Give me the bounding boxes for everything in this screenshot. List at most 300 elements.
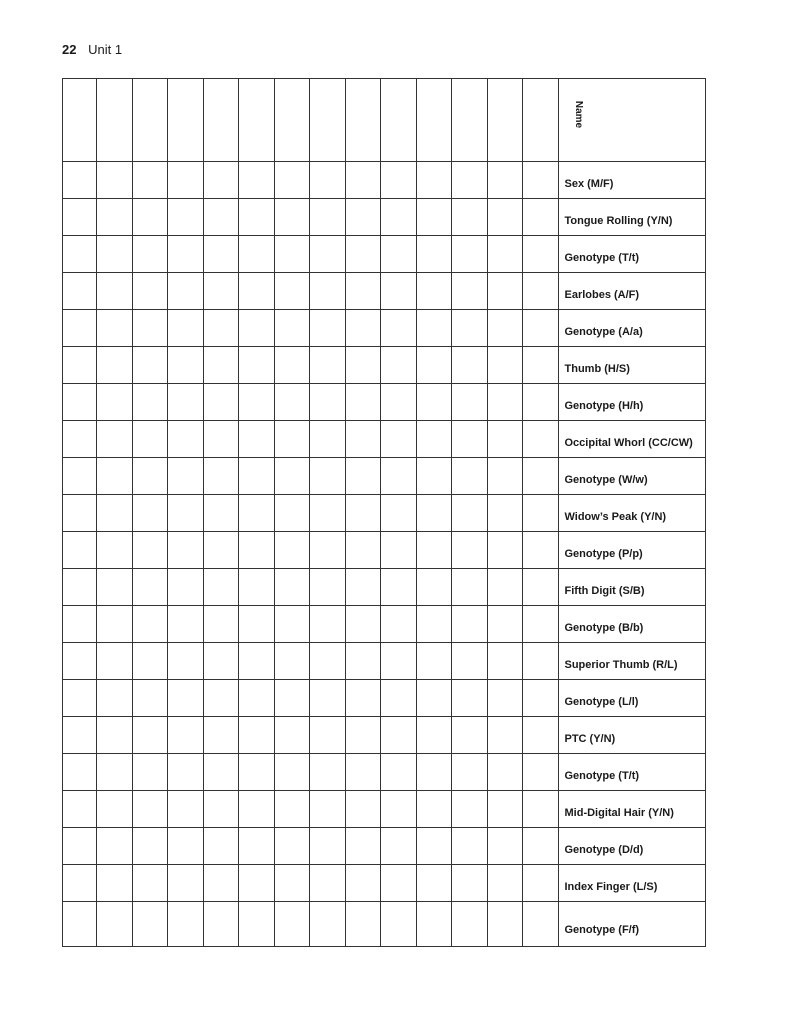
entry-cell[interactable] — [63, 791, 97, 828]
entry-cell[interactable] — [168, 347, 204, 384]
entry-cell[interactable] — [487, 828, 523, 865]
entry-cell[interactable] — [523, 421, 559, 458]
entry-cell[interactable] — [274, 569, 310, 606]
entry-cell[interactable] — [452, 569, 488, 606]
entry-cell[interactable] — [63, 310, 97, 347]
entry-cell[interactable] — [168, 606, 204, 643]
entry-cell[interactable] — [97, 606, 133, 643]
entry-cell[interactable] — [345, 495, 381, 532]
entry-cell[interactable] — [523, 310, 559, 347]
entry-cell[interactable] — [132, 532, 168, 569]
entry-cell[interactable] — [310, 310, 346, 347]
entry-cell[interactable] — [274, 310, 310, 347]
entry-cell[interactable] — [523, 754, 559, 791]
entry-cell[interactable] — [168, 532, 204, 569]
entry-cell[interactable] — [523, 680, 559, 717]
entry-cell[interactable] — [274, 458, 310, 495]
entry-cell[interactable] — [452, 236, 488, 273]
entry-cell[interactable] — [487, 199, 523, 236]
entry-cell[interactable] — [381, 421, 417, 458]
entry-cell[interactable] — [416, 791, 452, 828]
entry-cell[interactable] — [239, 347, 275, 384]
entry-cell[interactable] — [345, 865, 381, 902]
entry-cell[interactable] — [452, 606, 488, 643]
entry-cell[interactable] — [416, 717, 452, 754]
entry-cell[interactable] — [452, 532, 488, 569]
entry-cell[interactable] — [239, 791, 275, 828]
entry-cell[interactable] — [274, 680, 310, 717]
entry-cell[interactable] — [523, 643, 559, 680]
entry-cell[interactable] — [487, 495, 523, 532]
entry-cell[interactable] — [63, 458, 97, 495]
entry-cell[interactable] — [381, 643, 417, 680]
entry-cell[interactable] — [239, 458, 275, 495]
entry-cell[interactable] — [274, 717, 310, 754]
entry-cell[interactable] — [168, 495, 204, 532]
entry-cell[interactable] — [487, 236, 523, 273]
entry-cell[interactable] — [168, 458, 204, 495]
entry-cell[interactable] — [345, 310, 381, 347]
entry-cell[interactable] — [63, 606, 97, 643]
entry-cell[interactable] — [381, 717, 417, 754]
entry-cell[interactable] — [274, 273, 310, 310]
entry-cell[interactable] — [345, 236, 381, 273]
entry-cell[interactable] — [452, 384, 488, 421]
entry-cell[interactable] — [203, 606, 239, 643]
entry-cell[interactable] — [487, 347, 523, 384]
entry-cell[interactable] — [381, 791, 417, 828]
entry-cell[interactable] — [416, 384, 452, 421]
entry-cell[interactable] — [97, 569, 133, 606]
entry-cell[interactable] — [452, 310, 488, 347]
entry-cell[interactable] — [132, 680, 168, 717]
entry-cell[interactable] — [203, 680, 239, 717]
entry-cell[interactable] — [168, 162, 204, 199]
entry-cell[interactable] — [381, 273, 417, 310]
entry-cell[interactable] — [168, 828, 204, 865]
entry-cell[interactable] — [168, 421, 204, 458]
entry-cell[interactable] — [416, 643, 452, 680]
entry-cell[interactable] — [310, 680, 346, 717]
entry-cell[interactable] — [97, 532, 133, 569]
entry-cell[interactable] — [523, 199, 559, 236]
entry-cell[interactable] — [345, 791, 381, 828]
entry-cell[interactable] — [203, 79, 239, 162]
entry-cell[interactable] — [381, 532, 417, 569]
entry-cell[interactable] — [203, 199, 239, 236]
entry-cell[interactable] — [487, 79, 523, 162]
entry-cell[interactable] — [63, 421, 97, 458]
entry-cell[interactable] — [132, 310, 168, 347]
entry-cell[interactable] — [63, 384, 97, 421]
entry-cell[interactable] — [97, 495, 133, 532]
entry-cell[interactable] — [416, 532, 452, 569]
entry-cell[interactable] — [452, 791, 488, 828]
entry-cell[interactable] — [381, 310, 417, 347]
entry-cell[interactable] — [63, 865, 97, 902]
entry-cell[interactable] — [381, 384, 417, 421]
entry-cell[interactable] — [523, 495, 559, 532]
entry-cell[interactable] — [523, 384, 559, 421]
entry-cell[interactable] — [345, 828, 381, 865]
entry-cell[interactable] — [63, 828, 97, 865]
entry-cell[interactable] — [452, 495, 488, 532]
entry-cell[interactable] — [274, 495, 310, 532]
entry-cell[interactable] — [97, 458, 133, 495]
entry-cell[interactable] — [132, 717, 168, 754]
entry-cell[interactable] — [452, 347, 488, 384]
entry-cell[interactable] — [97, 384, 133, 421]
entry-cell[interactable] — [274, 421, 310, 458]
entry-cell[interactable] — [63, 347, 97, 384]
entry-cell[interactable] — [274, 347, 310, 384]
entry-cell[interactable] — [203, 384, 239, 421]
entry-cell[interactable] — [63, 199, 97, 236]
entry-cell[interactable] — [310, 532, 346, 569]
entry-cell[interactable] — [97, 236, 133, 273]
entry-cell[interactable] — [523, 162, 559, 199]
entry-cell[interactable] — [523, 606, 559, 643]
entry-cell[interactable] — [452, 273, 488, 310]
entry-cell[interactable] — [132, 495, 168, 532]
entry-cell[interactable] — [132, 421, 168, 458]
entry-cell[interactable] — [203, 236, 239, 273]
entry-cell[interactable] — [310, 199, 346, 236]
entry-cell[interactable] — [132, 865, 168, 902]
entry-cell[interactable] — [310, 754, 346, 791]
entry-cell[interactable] — [168, 754, 204, 791]
entry-cell[interactable] — [381, 828, 417, 865]
entry-cell[interactable] — [274, 902, 310, 947]
entry-cell[interactable] — [523, 791, 559, 828]
entry-cell[interactable] — [239, 384, 275, 421]
entry-cell[interactable] — [452, 421, 488, 458]
entry-cell[interactable] — [452, 680, 488, 717]
entry-cell[interactable] — [381, 865, 417, 902]
entry-cell[interactable] — [168, 310, 204, 347]
entry-cell[interactable] — [203, 421, 239, 458]
entry-cell[interactable] — [487, 606, 523, 643]
entry-cell[interactable] — [274, 199, 310, 236]
entry-cell[interactable] — [168, 680, 204, 717]
entry-cell[interactable] — [274, 532, 310, 569]
entry-cell[interactable] — [97, 310, 133, 347]
entry-cell[interactable] — [310, 791, 346, 828]
entry-cell[interactable] — [132, 458, 168, 495]
entry-cell[interactable] — [168, 865, 204, 902]
entry-cell[interactable] — [345, 532, 381, 569]
entry-cell[interactable] — [239, 680, 275, 717]
entry-cell[interactable] — [487, 791, 523, 828]
entry-cell[interactable] — [63, 162, 97, 199]
entry-cell[interactable] — [203, 273, 239, 310]
entry-cell[interactable] — [168, 199, 204, 236]
entry-cell[interactable] — [63, 532, 97, 569]
entry-cell[interactable] — [63, 717, 97, 754]
entry-cell[interactable] — [63, 754, 97, 791]
entry-cell[interactable] — [452, 458, 488, 495]
entry-cell[interactable] — [416, 162, 452, 199]
entry-cell[interactable] — [381, 606, 417, 643]
entry-cell[interactable] — [416, 273, 452, 310]
entry-cell[interactable] — [487, 902, 523, 947]
entry-cell[interactable] — [487, 865, 523, 902]
entry-cell[interactable] — [168, 717, 204, 754]
entry-cell[interactable] — [310, 273, 346, 310]
entry-cell[interactable] — [310, 495, 346, 532]
entry-cell[interactable] — [416, 347, 452, 384]
entry-cell[interactable] — [452, 754, 488, 791]
entry-cell[interactable] — [487, 680, 523, 717]
entry-cell[interactable] — [132, 384, 168, 421]
entry-cell[interactable] — [168, 791, 204, 828]
entry-cell[interactable] — [523, 347, 559, 384]
entry-cell[interactable] — [345, 643, 381, 680]
entry-cell[interactable] — [310, 236, 346, 273]
entry-cell[interactable] — [239, 79, 275, 162]
entry-cell[interactable] — [63, 902, 97, 947]
entry-cell[interactable] — [523, 902, 559, 947]
entry-cell[interactable] — [345, 754, 381, 791]
entry-cell[interactable] — [97, 199, 133, 236]
entry-cell[interactable] — [416, 310, 452, 347]
entry-cell[interactable] — [452, 902, 488, 947]
entry-cell[interactable] — [452, 865, 488, 902]
entry-cell[interactable] — [487, 643, 523, 680]
entry-cell[interactable] — [97, 643, 133, 680]
entry-cell[interactable] — [168, 79, 204, 162]
entry-cell[interactable] — [239, 865, 275, 902]
entry-cell[interactable] — [310, 717, 346, 754]
entry-cell[interactable] — [97, 717, 133, 754]
entry-cell[interactable] — [97, 754, 133, 791]
entry-cell[interactable] — [523, 717, 559, 754]
entry-cell[interactable] — [345, 902, 381, 947]
entry-cell[interactable] — [523, 865, 559, 902]
entry-cell[interactable] — [487, 421, 523, 458]
entry-cell[interactable] — [132, 791, 168, 828]
entry-cell[interactable] — [132, 236, 168, 273]
entry-cell[interactable] — [239, 532, 275, 569]
entry-cell[interactable] — [381, 347, 417, 384]
entry-cell[interactable] — [487, 717, 523, 754]
entry-cell[interactable] — [132, 606, 168, 643]
entry-cell[interactable] — [416, 199, 452, 236]
entry-cell[interactable] — [523, 458, 559, 495]
entry-cell[interactable] — [487, 754, 523, 791]
entry-cell[interactable] — [274, 606, 310, 643]
entry-cell[interactable] — [239, 717, 275, 754]
entry-cell[interactable] — [132, 347, 168, 384]
entry-cell[interactable] — [452, 199, 488, 236]
entry-cell[interactable] — [416, 569, 452, 606]
entry-cell[interactable] — [381, 199, 417, 236]
entry-cell[interactable] — [381, 902, 417, 947]
entry-cell[interactable] — [239, 606, 275, 643]
entry-cell[interactable] — [97, 865, 133, 902]
entry-cell[interactable] — [310, 458, 346, 495]
entry-cell[interactable] — [274, 754, 310, 791]
entry-cell[interactable] — [345, 273, 381, 310]
entry-cell[interactable] — [203, 828, 239, 865]
entry-cell[interactable] — [274, 828, 310, 865]
entry-cell[interactable] — [310, 865, 346, 902]
entry-cell[interactable] — [63, 495, 97, 532]
entry-cell[interactable] — [310, 162, 346, 199]
entry-cell[interactable] — [310, 569, 346, 606]
entry-cell[interactable] — [203, 532, 239, 569]
entry-cell[interactable] — [523, 273, 559, 310]
entry-cell[interactable] — [63, 680, 97, 717]
entry-cell[interactable] — [203, 310, 239, 347]
entry-cell[interactable] — [487, 310, 523, 347]
entry-cell[interactable] — [274, 643, 310, 680]
entry-cell[interactable] — [416, 79, 452, 162]
entry-cell[interactable] — [381, 236, 417, 273]
entry-cell[interactable] — [132, 754, 168, 791]
entry-cell[interactable] — [132, 643, 168, 680]
entry-cell[interactable] — [274, 865, 310, 902]
entry-cell[interactable] — [523, 569, 559, 606]
entry-cell[interactable] — [239, 828, 275, 865]
entry-cell[interactable] — [63, 273, 97, 310]
entry-cell[interactable] — [168, 236, 204, 273]
entry-cell[interactable] — [203, 458, 239, 495]
entry-cell[interactable] — [168, 643, 204, 680]
entry-cell[interactable] — [203, 791, 239, 828]
entry-cell[interactable] — [523, 79, 559, 162]
entry-cell[interactable] — [523, 828, 559, 865]
entry-cell[interactable] — [97, 421, 133, 458]
entry-cell[interactable] — [239, 273, 275, 310]
entry-cell[interactable] — [239, 643, 275, 680]
entry-cell[interactable] — [274, 79, 310, 162]
entry-cell[interactable] — [381, 754, 417, 791]
entry-cell[interactable] — [239, 902, 275, 947]
entry-cell[interactable] — [239, 495, 275, 532]
entry-cell[interactable] — [345, 199, 381, 236]
entry-cell[interactable] — [452, 717, 488, 754]
entry-cell[interactable] — [274, 384, 310, 421]
entry-cell[interactable] — [63, 236, 97, 273]
entry-cell[interactable] — [452, 643, 488, 680]
entry-cell[interactable] — [203, 162, 239, 199]
entry-cell[interactable] — [310, 384, 346, 421]
entry-cell[interactable] — [345, 458, 381, 495]
entry-cell[interactable] — [97, 273, 133, 310]
entry-cell[interactable] — [168, 273, 204, 310]
entry-cell[interactable] — [381, 79, 417, 162]
entry-cell[interactable] — [381, 458, 417, 495]
entry-cell[interactable] — [274, 162, 310, 199]
entry-cell[interactable] — [381, 569, 417, 606]
entry-cell[interactable] — [132, 79, 168, 162]
entry-cell[interactable] — [203, 717, 239, 754]
entry-cell[interactable] — [239, 199, 275, 236]
entry-cell[interactable] — [416, 680, 452, 717]
entry-cell[interactable] — [239, 421, 275, 458]
entry-cell[interactable] — [132, 199, 168, 236]
entry-cell[interactable] — [345, 347, 381, 384]
entry-cell[interactable] — [345, 384, 381, 421]
entry-cell[interactable] — [132, 828, 168, 865]
entry-cell[interactable] — [168, 902, 204, 947]
entry-cell[interactable] — [416, 606, 452, 643]
entry-cell[interactable] — [203, 754, 239, 791]
entry-cell[interactable] — [310, 606, 346, 643]
entry-cell[interactable] — [97, 680, 133, 717]
entry-cell[interactable] — [63, 643, 97, 680]
entry-cell[interactable] — [416, 421, 452, 458]
entry-cell[interactable] — [239, 310, 275, 347]
entry-cell[interactable] — [345, 717, 381, 754]
entry-cell[interactable] — [239, 162, 275, 199]
entry-cell[interactable] — [63, 79, 97, 162]
entry-cell[interactable] — [523, 532, 559, 569]
entry-cell[interactable] — [523, 236, 559, 273]
entry-cell[interactable] — [345, 162, 381, 199]
entry-cell[interactable] — [274, 791, 310, 828]
entry-cell[interactable] — [381, 680, 417, 717]
entry-cell[interactable] — [203, 865, 239, 902]
entry-cell[interactable] — [452, 162, 488, 199]
entry-cell[interactable] — [97, 162, 133, 199]
entry-cell[interactable] — [310, 347, 346, 384]
entry-cell[interactable] — [487, 162, 523, 199]
entry-cell[interactable] — [416, 236, 452, 273]
entry-cell[interactable] — [381, 495, 417, 532]
entry-cell[interactable] — [168, 569, 204, 606]
entry-cell[interactable] — [203, 902, 239, 947]
entry-cell[interactable] — [416, 458, 452, 495]
entry-cell[interactable] — [239, 754, 275, 791]
entry-cell[interactable] — [97, 828, 133, 865]
entry-cell[interactable] — [310, 421, 346, 458]
entry-cell[interactable] — [239, 569, 275, 606]
entry-cell[interactable] — [274, 236, 310, 273]
entry-cell[interactable] — [345, 421, 381, 458]
entry-cell[interactable] — [345, 606, 381, 643]
entry-cell[interactable] — [452, 828, 488, 865]
entry-cell[interactable] — [452, 79, 488, 162]
entry-cell[interactable] — [345, 79, 381, 162]
entry-cell[interactable] — [487, 458, 523, 495]
entry-cell[interactable] — [345, 680, 381, 717]
entry-cell[interactable] — [97, 791, 133, 828]
entry-cell[interactable] — [487, 569, 523, 606]
entry-cell[interactable] — [97, 902, 133, 947]
entry-cell[interactable] — [203, 495, 239, 532]
entry-cell[interactable] — [203, 643, 239, 680]
entry-cell[interactable] — [97, 347, 133, 384]
entry-cell[interactable] — [416, 495, 452, 532]
entry-cell[interactable] — [310, 902, 346, 947]
entry-cell[interactable] — [310, 79, 346, 162]
entry-cell[interactable] — [416, 754, 452, 791]
entry-cell[interactable] — [168, 384, 204, 421]
entry-cell[interactable] — [203, 347, 239, 384]
entry-cell[interactable] — [416, 828, 452, 865]
entry-cell[interactable] — [416, 902, 452, 947]
entry-cell[interactable] — [381, 162, 417, 199]
entry-cell[interactable] — [487, 532, 523, 569]
entry-cell[interactable] — [416, 865, 452, 902]
entry-cell[interactable] — [310, 643, 346, 680]
entry-cell[interactable] — [132, 162, 168, 199]
entry-cell[interactable] — [345, 569, 381, 606]
entry-cell[interactable] — [132, 569, 168, 606]
entry-cell[interactable] — [487, 273, 523, 310]
